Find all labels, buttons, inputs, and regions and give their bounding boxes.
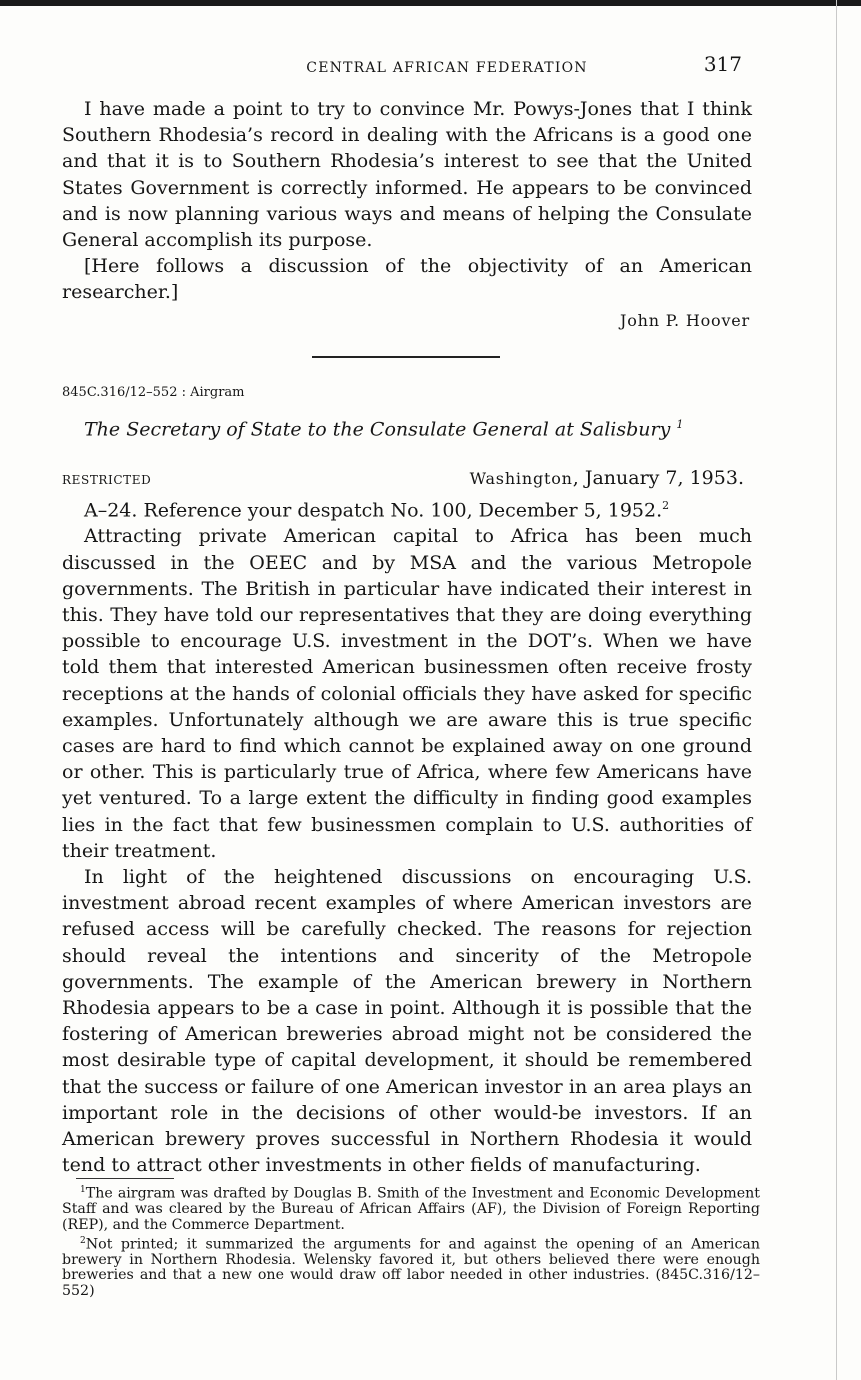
date: , January 7, 1953. — [572, 466, 744, 489]
place: Washington — [469, 468, 573, 488]
running-title: CENTRAL AFRICAN FEDERATION — [306, 60, 588, 76]
document-paragraph: In light of the heightened discussions on encouraging U.S. investment abroad recent examples of where American investors are refused access will be carefully checked. The reasons for rejection should reveal the intentions and sincerity of the Metropole governments. The example of the American brewery in Northern Rhodesia appears to be a case in point. Although it is possible that the fostering of American breweries abroad might not be considered the most desirable type of capital development, it should be remembered that the success or failure of one American investor in an area plays an important role in the decisions of other would-be investors. If an American brewery proves successful in Northern Rhodesia it would tend to attract other investments in other fields of manufacturing. — [62, 865, 752, 1177]
classification-label: RESTRICTED — [62, 472, 152, 487]
place-and-date — [470, 465, 752, 492]
footnote-mark: 2 — [80, 1235, 86, 1246]
page-number: 317 — [703, 52, 742, 76]
page-right-edge — [836, 0, 837, 1380]
footnote-mark: 1 — [80, 1185, 86, 1195]
footnote-marker-1: 1 — [676, 418, 684, 432]
running-header — [62, 52, 752, 82]
section-divider — [312, 356, 500, 358]
editorial-note: [Here follows a discussion of the objectivity of an American researcher.] — [62, 255, 752, 304]
body-text — [62, 96, 752, 1178]
footnote-divider — [76, 1178, 174, 1179]
file-reference: 845C.316/12–552 : Airgram — [62, 384, 245, 400]
footnote — [62, 1183, 760, 1234]
prev-doc-paragraph: I have made a point to try to convince Mr. Powys-Jones that I think Southern Rhodesia’s record in dealing with the Africans is a good one and that it is to Southern Rhodesia’s interest to see that the United States Government is correctly informed. He appears to be convinced and is now planning various ways and means of helping the Consulate General accomplish its purpose. — [62, 98, 752, 252]
document-paragraph: Attracting private American capital to Africa has been much discussed in the OEEC and by MSA and the various Metropole governments. The British in particular have indicated their interest in this. They have told our representatives that they are doing everything possible to encourage U.S. investment in the DOT’s. When we have told them that interested American businessmen often receive frosty receptions at the hands of colonial officials they have asked for specific examples. Unfortunately although we are aware this is true specific cases are hard to find which cannot be explained away on one ground or other. This is particularly true of Africa, where few Americans have yet ventured. To a large extent the difficulty in finding good examples lies in the fact that few businessmen complain to U.S. authorities of their treatment. — [62, 525, 752, 862]
footnote-marker-2: 2 — [662, 498, 670, 512]
dateline — [62, 465, 752, 493]
document-paragraph — [62, 493, 752, 524]
footnote — [62, 1234, 760, 1300]
footnotes — [62, 1183, 760, 1300]
document-title-text: The Secretary of State to the Consulate General at Salisbury — [84, 418, 671, 441]
document-title — [84, 412, 752, 443]
signature — [62, 308, 752, 334]
signature-name: John P. Hoover — [619, 310, 750, 330]
reference-line: A–24. Reference your despatch No. 100, December 5, 1952. — [84, 499, 663, 522]
footnote-text: Not printed; it summarized the arguments for and against the opening of an American brewery in Northern Rhodesia. Welensky favored it, but others believed there were enough breweries and that a new one would draw off labor needed in other industries. (845C.316/12–552) — [62, 1236, 760, 1300]
page-top-edge — [0, 0, 861, 6]
footnote-text: The airgram was drafted by Douglas B. Smith of the Investment and Economic Development Staff and was cleared by the Bureau of African Affairs (AF), the Division of Foreign Reporting (REP), and the Commerce Department. — [62, 1185, 760, 1233]
